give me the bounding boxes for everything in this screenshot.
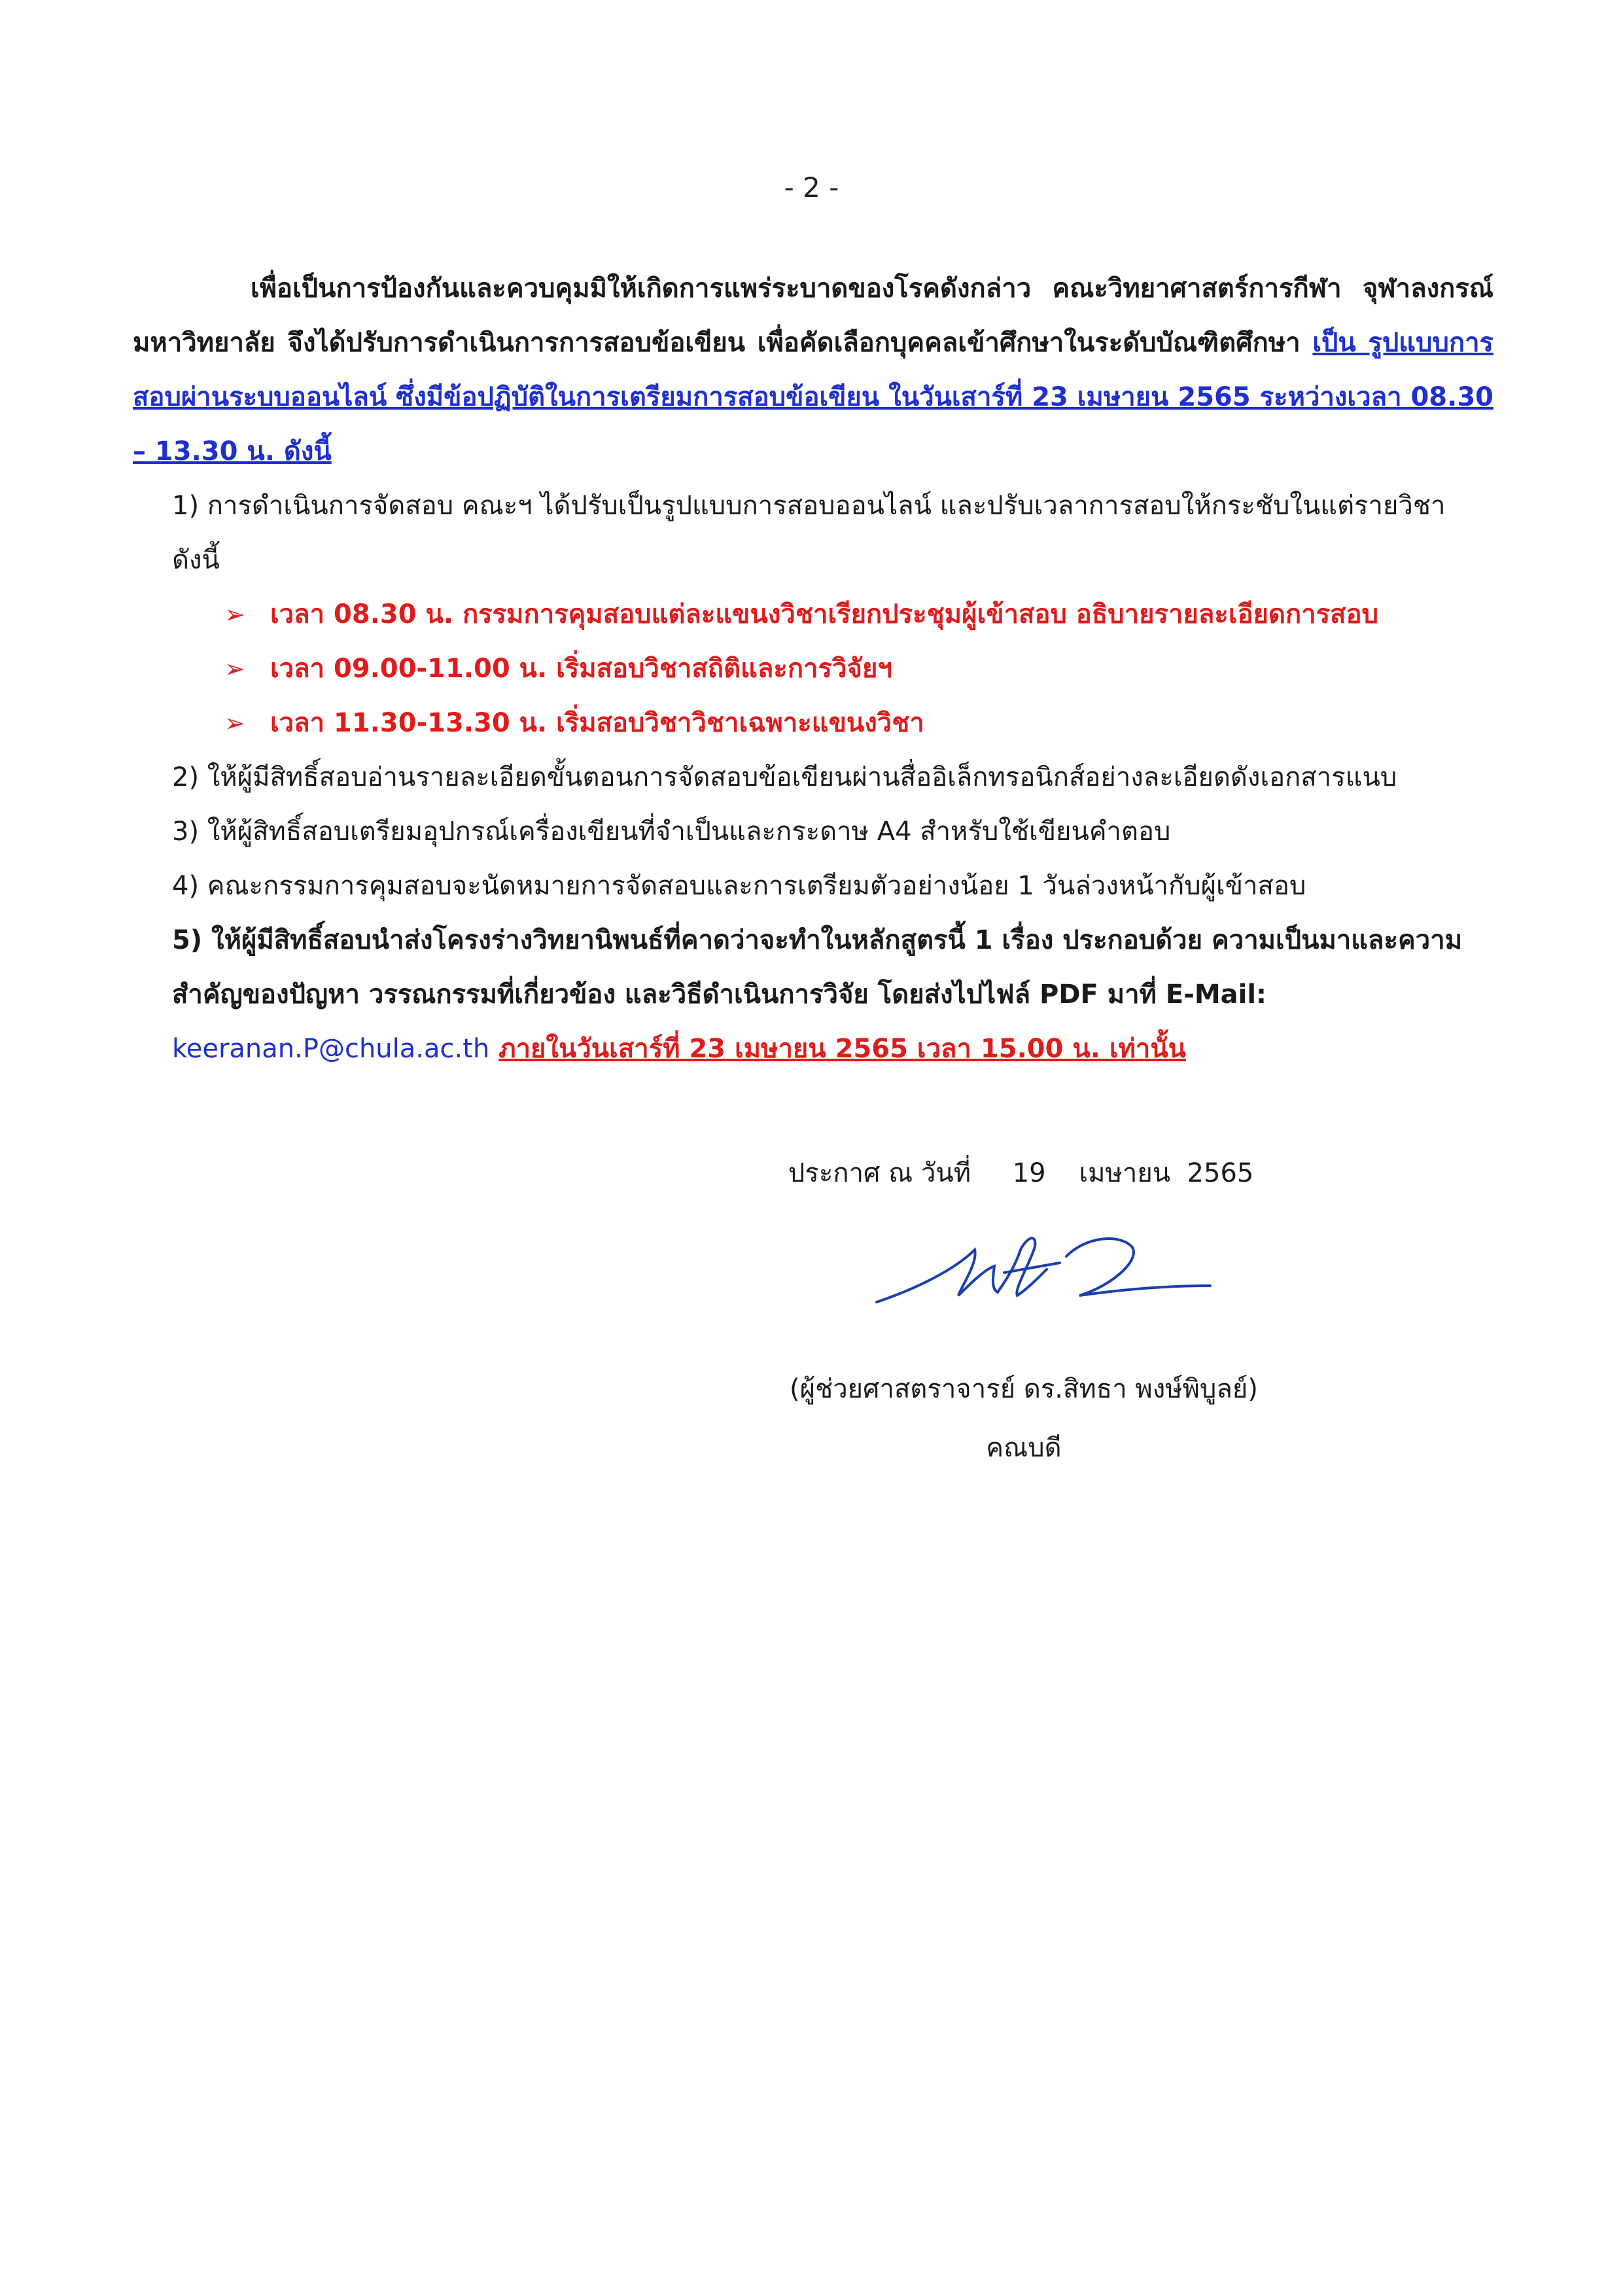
arrow-bullet-icon: ➢ xyxy=(224,600,245,629)
schedule-item-text: เวลา 11.30-13.30 น. เริ่มสอบวิชาวิชาเฉพาะแขนงวิชา xyxy=(270,708,924,738)
item-1: 1) การดำเนินการจัดสอบ คณะฯ ได้ปรับเป็นรูปแบบการสอบออนไลน์ และปรับเวลาการสอบให้กระชับในแต่รายวิชา ดังนี้ xyxy=(172,491,1446,575)
intro-text: เพื่อเป็นการป้องกันและควบคุมมิให้เกิดการแพร่ระบาดของโรคดังกล่าว คณะวิทยาศาสตร์การกีฬา จุฬาลงกรณ์มหาวิทยาลัย จึงได้ปรับการดำเนินการการสอบข้อเขียน เพื่อคัดเลือกบุคคลเข้าศึกษาในระดับบัณฑิตศึกษา xyxy=(133,274,1493,358)
item-3: 3) ให้ผู้สิทธิ์สอบเตรียมอุปกรณ์เครื่องเขียนที่จำเป็นและกระดาษ A4 สำหรับใช้เขียนคำตอบ xyxy=(172,817,1171,847)
item-5 xyxy=(133,913,1493,1076)
schedule-item xyxy=(224,696,1493,751)
schedule-item xyxy=(224,588,1493,642)
schedule-item xyxy=(224,642,1493,696)
deadline-text: ภายในวันเสาร์ที่ 23 เมษายน 2565 เวลา 15.00 น. เท่านั้น xyxy=(498,1034,1187,1064)
schedule-item-text: เวลา 09.00-11.00 น. เริ่มสอบวิชาสถิติและการวิจัยฯ xyxy=(270,654,892,684)
schedule-item-text: เวลา 08.30 น. กรรมการคุมสอบแต่ละแขนงวิชาเรียกประชุมผู้เข้าสอบ อธิบายรายละเอียดการสอบ xyxy=(270,599,1379,629)
page-number: - 2 - xyxy=(784,171,839,203)
document-body xyxy=(133,262,1493,1076)
arrow-bullet-icon: ➢ xyxy=(224,709,245,737)
signer-title: คณบดี xyxy=(986,1433,1062,1463)
item-5-text: 5) ให้ผู้มีสิทธิ์สอบนำส่งโครงร่างวิทยานิพนธ์ที่คาดว่าจะทำในหลักสูตรนี้ 1 เรื่อง ประกอบด้วย ความเป็นมาและความสำคัญของปัญหา วรรณกรรมที่เกี่ยวข้อง และวิธีดำเนินการวิจัย โดยส่งไปไฟล์ PDF มาที่ E-Mail: xyxy=(172,925,1463,1010)
intro-paragraph xyxy=(133,262,1493,479)
arrow-bullet-icon: ➢ xyxy=(224,654,245,683)
signature xyxy=(864,1224,1230,1322)
email-link[interactable]: keeranan.P@chula.ac.th xyxy=(172,1034,490,1064)
signer-name: (ผู้ช่วยศาสตราจารย์ ดร.สิทธา พงษ์พิบูลย์) xyxy=(790,1374,1258,1404)
item-4: 4) คณะกรรมการคุมสอบจะนัดหมายการจัดสอบและการเตรียมตัวอย่างน้อย 1 วันล่วงหน้ากับผู้เข้าสอบ xyxy=(172,871,1306,901)
announcement-date: ประกาศ ณ วันที่ 19 เมษายน 2565 xyxy=(788,1158,1254,1188)
schedule-list xyxy=(133,588,1493,751)
intro-highlight: เป็น รูปแบบการสอบผ่านระบบออนไลน์ ซึ่งมีข้อปฏิบัติในการเตรียมการสอบข้อเขียน ในวันเสาร์ที่ 23 เมษายน 2565 ระหว่างเวลา 08.30 – 13.30 น. ดังนี้ xyxy=(133,328,1494,467)
item-2: 2) ให้ผู้มีสิทธิ์สอบอ่านรายละเอียดขั้นตอนการจัดสอบข้อเขียนผ่านสื่ออิเล็กทรอนิกส์อย่างละเอียดดังเอกสารแนบ xyxy=(172,762,1397,792)
